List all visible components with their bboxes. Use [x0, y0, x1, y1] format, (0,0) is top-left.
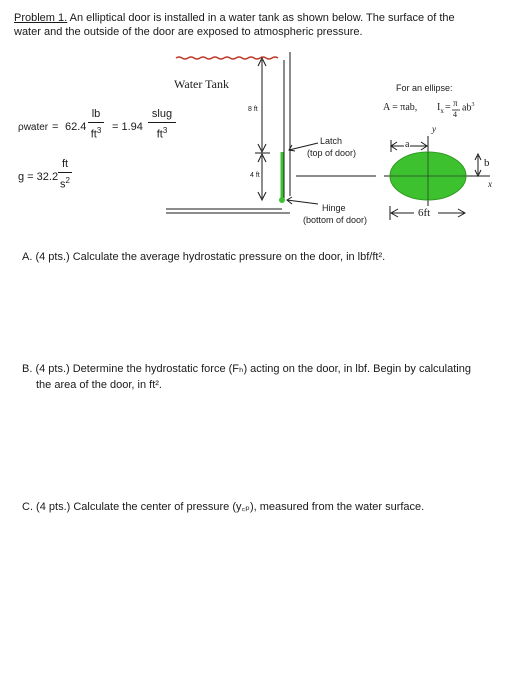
density-units-num: lb [91, 108, 101, 120]
density-label: ρwater [18, 122, 49, 133]
ellipse-ab3: $ab^3$ [462, 102, 475, 114]
axis-y-label: y [432, 124, 436, 134]
hinge-label-1: Hinge [322, 203, 346, 213]
dim-4ft-label: 4 ft [250, 172, 260, 179]
problem-text-1: An elliptical door is installed in a water tank as shown below. The surface of the [67, 12, 455, 24]
problem-heading: Problem 1. [14, 12, 68, 24]
slug-units-den: $ft^3$ [156, 126, 168, 141]
tank-label: Water Tank [174, 77, 229, 91]
problem-statement-line2: water and the outside of the door are exposed to atmospheric pressure. [14, 26, 363, 38]
density-slug-eq: = 1.94 [112, 121, 143, 133]
ellipse-pi: π [453, 98, 458, 108]
ellipse-inertia-symbol: $I_x$ [437, 102, 444, 115]
ellipse-formula-title: For an ellipse: [396, 83, 453, 93]
question-b-line1: B. (4 pts.) Determine the hydrostatic force (Fₕ) acting on the door, in lbf. Begin by calculating [22, 363, 471, 375]
gravity-units-den: $s^2$ [60, 176, 70, 191]
latch-label-1: Latch [320, 136, 343, 146]
gravity-label: g = 32.2 [18, 171, 59, 183]
density-eq1: = [52, 121, 59, 133]
density-value: 62.4 [65, 121, 87, 133]
ellipse-four: 4 [453, 110, 457, 119]
slug-units-num: slug [151, 108, 173, 120]
hinge-label-2: (bottom of door) [303, 215, 368, 225]
question-b-line2: the area of the door, in ft². [36, 379, 162, 391]
latch-label-2: (top of door) [307, 148, 357, 158]
gravity-units-num: ft [61, 158, 69, 170]
semi-axis-a-label: a [405, 139, 410, 150]
question-c: C. (4 pts.) Calculate the center of pressure (y꜀ₚ), measured from the water surface. [22, 501, 425, 513]
ellipse-area-formula: A = πab, [383, 102, 418, 113]
semi-axis-b-label: b [484, 157, 490, 169]
door-width-label: 6ft [418, 207, 431, 219]
hinge-point [279, 197, 285, 203]
ellipse-inertia-eq: = [445, 102, 451, 113]
axis-x-label: x [488, 179, 492, 189]
question-a: A. (4 pts.) Calculate the average hydrostatic pressure on the door, in lbf/ft². [22, 251, 386, 263]
dim-8ft-label: 8 ft [248, 106, 258, 113]
density-units-den: $ft^3$ [90, 126, 102, 141]
tank-diagram [0, 0, 526, 240]
